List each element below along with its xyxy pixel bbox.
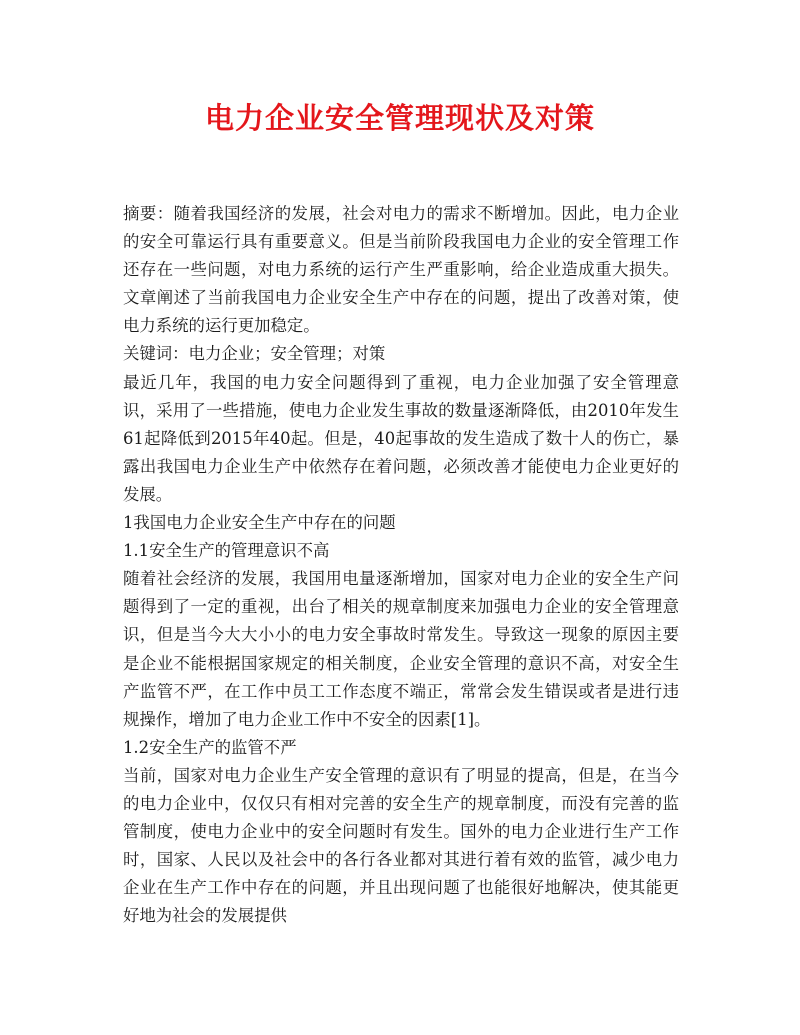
section-1-heading: 1我国电力企业安全生产中存在的问题 <box>123 513 396 533</box>
section-1-2-paragraph: 当前，国家对电力企业生产安全管理的意识有了明显的提高，但是，在当今的电力企业中，仅仅只有相对完善的安全生产的规章制度，而没有完善的监管制度，使电力企业中的安全问题时有发生。国外的电力企业进行生产工作时，国家、人民以及社会中的各行各业都对其进行着有效的监管，减少电力企业在生产工作中存在的问题，并且出现问题了也能很好地解决，使其能更好地为社会的发展提供 <box>123 765 679 926</box>
document-body <box>123 200 679 930</box>
abstract-paragraph: 摘要：随着我国经济的发展，社会对电力的需求不断增加。因此，电力企业的安全可靠运行具有重要意义。但是当前阶段我国电力企业的安全管理工作还存在一些问题，对电力系统的运行产生严重影响，给企业造成重大损失。文章阐述了当前我国电力企业安全生产中存在的问题，提出了改善对策，使电力系统的运行更加稳定。 <box>123 204 679 336</box>
section-1-1-paragraph: 随着社会经济的发展，我国用电量逐渐增加，国家对电力企业的安全生产问题得到了一定的重视，出台了相关的规章制度来加强电力企业的安全管理意识，但是当今大大小小的电力安全事故时常发生。导致这一现象的原因主要是企业不能根据国家规定的相关制度，企业安全管理的意识不高，对安全生产监管不严，在工作中员工工作态度不端正，常常会发生错误或者是进行违规操作，增加了电力企业工作中不安全的因素[1]。 <box>123 569 679 729</box>
section-1-1-heading: 1.1安全生产的管理意识不高 <box>123 541 330 561</box>
section-1-2-heading: 1.2安全生产的监管不严 <box>123 737 297 757</box>
keywords-line: 关键词：电力企业；安全管理；对策 <box>123 344 386 364</box>
intro-paragraph: 最近几年，我国的电力安全问题得到了重视，电力企业加强了安全管理意识，采用了一些措施，使电力企业发生事故的数量逐渐降低，由2010年发生61起降低到2015年40起。但是，40起事故的发生造成了数十人的伤亡，暴露出我国电力企业生产中依然存在着问题，必须改善才能使电力企业更好的发展。 <box>123 372 679 504</box>
document-title: 电力企业安全管理现状及对策 <box>204 101 595 135</box>
